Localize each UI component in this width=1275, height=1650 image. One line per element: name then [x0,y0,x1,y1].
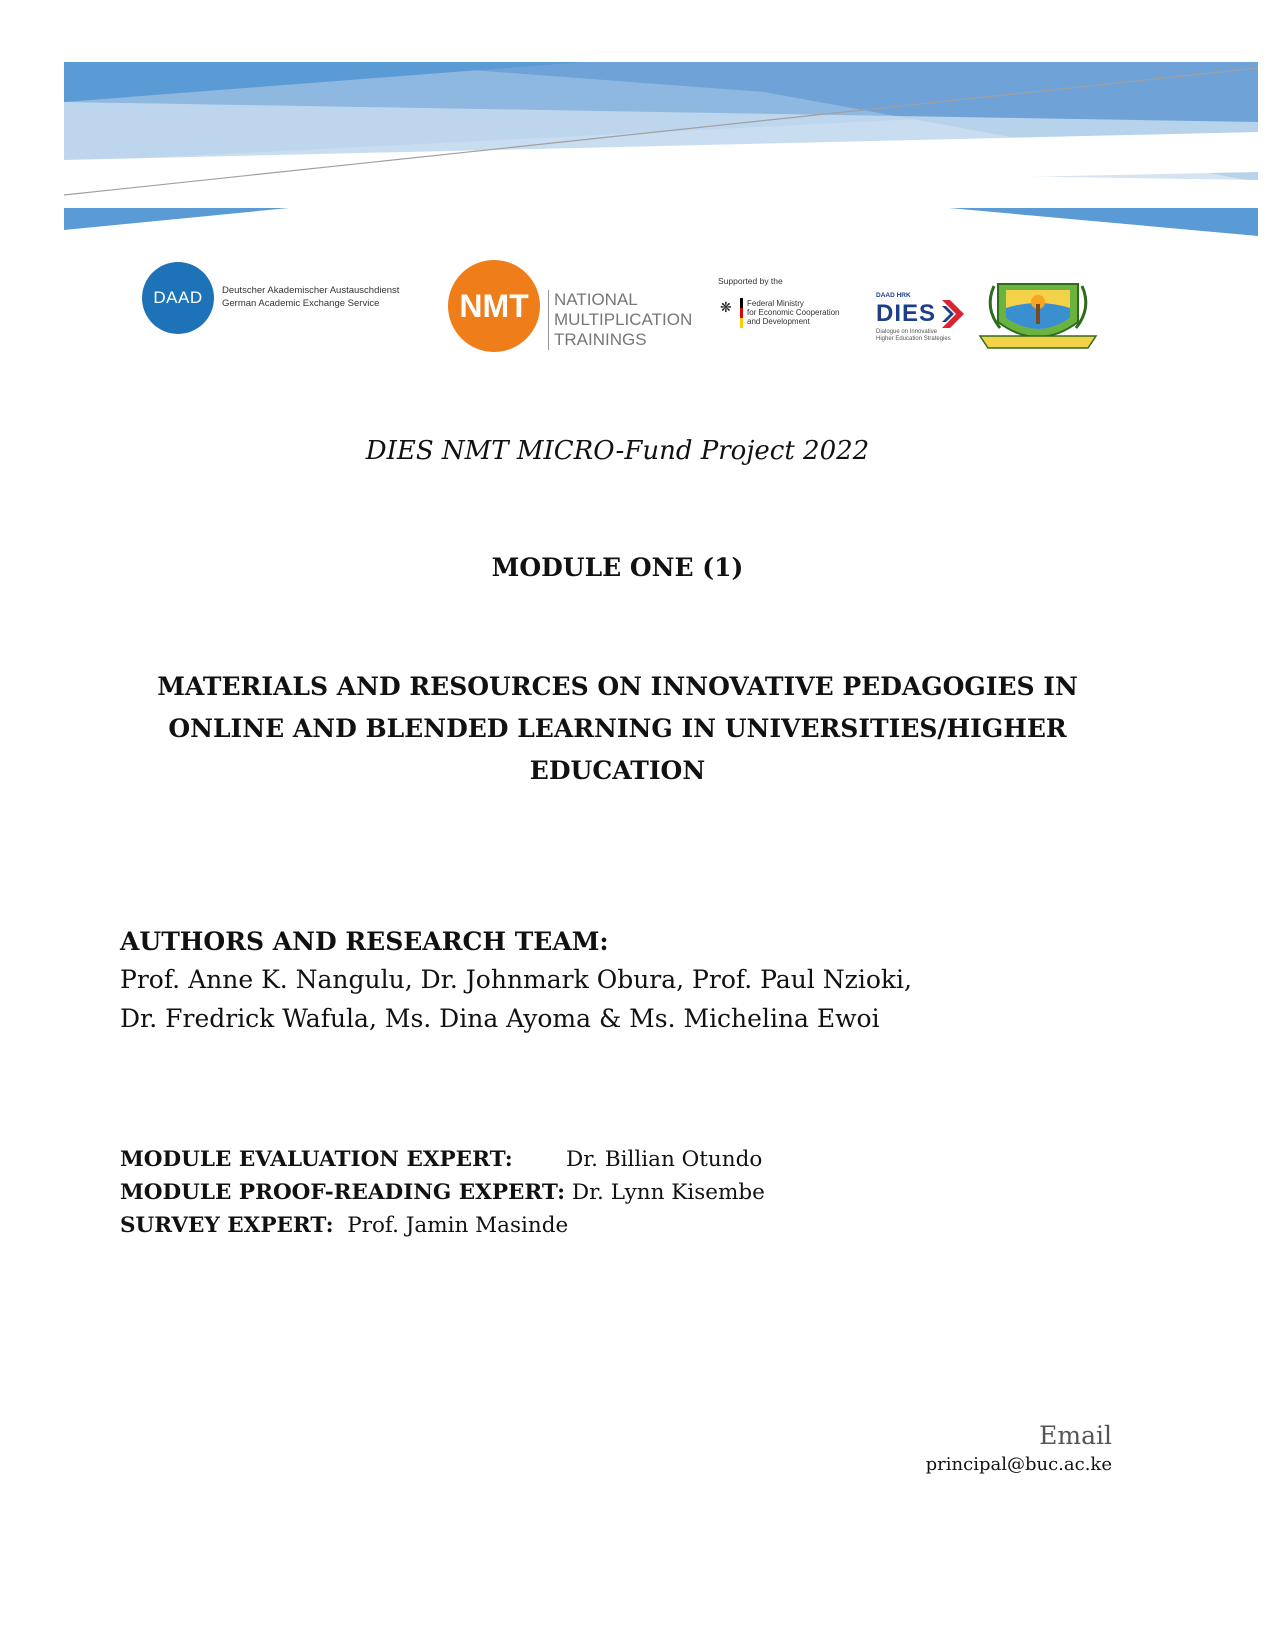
proofreading-expert-name: Dr. Lynn Kisembe [571,1180,765,1205]
proofreading-expert-label: MODULE PROOF-READING EXPERT: [120,1180,566,1205]
dies-wordmark: DIES [876,300,937,327]
bmz-logo [718,276,868,356]
survey-expert-label: SURVEY EXPERT: [120,1213,334,1238]
daad-line-1: Deutscher Akademischer Austauschdienst [222,285,400,296]
dies-top-text: DAAD HRK [876,292,911,299]
survey-expert-name: Prof. Jamin Masinde [347,1213,569,1238]
document-title-line-1: MATERIALS AND RESOURCES ON INNOVATIVE PEDAGOGIES IN [157,672,1078,701]
header-banner [64,62,1258,248]
dies-line-2: Higher Education Strategies [876,336,951,342]
module-title: MODULE ONE (1) [491,553,744,582]
university-crest-icon [976,278,1100,356]
survey-expert-row [120,1209,1020,1242]
email-label: Email [1039,1421,1112,1450]
bmz-line-3: and Development [747,317,810,326]
experts-section [120,1143,1020,1242]
dies-line-1: Dialogue on Innovative [876,329,938,335]
bmz-line-1: Federal Ministry [747,299,804,308]
nmt-mark: NMT [448,260,540,352]
daad-logo [142,262,432,334]
nmt-logo [448,260,693,356]
evaluation-expert-label: MODULE EVALUATION EXPERT: [120,1147,513,1172]
federal-eagle-icon: ❋ [720,300,732,316]
document-title [120,666,1115,792]
nmt-line-1: NATIONAL [554,290,638,309]
evaluation-expert-row [120,1143,1020,1176]
german-flag-icon [740,298,743,328]
nmt-line-3: TRAININGS [554,330,647,349]
email-address[interactable]: principal@buc.ac.ke [925,1454,1112,1475]
authors-heading: AUTHORS AND RESEARCH TEAM: [120,927,609,956]
document-title-line-2: ONLINE AND BLENDED LEARNING IN UNIVERSITIES/HIGHER [168,714,1067,743]
authors-section [120,924,1120,1038]
daad-mark: DAAD [142,262,214,334]
daad-line-2: German Academic Exchange Service [222,298,380,309]
bmz-supported-text: Supported by the [718,276,783,286]
proofreading-expert-row [120,1176,1020,1209]
document-title-line-3: EDUCATION [529,756,706,785]
bmz-text [747,299,840,326]
dies-arrow-icon [942,300,964,328]
dies-logo [876,292,976,352]
authors-line-2: Dr. Fredrick Wafula, Ms. Dina Ayoma & Ms. Michelina Ewoi [120,1004,880,1033]
bmz-line-2: for Economic Cooperation [747,308,840,317]
dies-subtext [876,329,951,343]
nmt-text [554,290,692,350]
evaluation-expert-name: Dr. Billian Otundo [566,1147,763,1172]
project-title: DIES NMT MICRO-Fund Project 2022 [365,436,870,466]
contact-block [926,1420,1112,1478]
nmt-line-2: MULTIPLICATION [554,310,693,329]
authors-line-1: Prof. Anne K. Nangulu, Dr. Johnmark Obura, Prof. Paul Nzioki, [120,965,912,994]
daad-text [222,284,399,310]
nmt-divider [548,290,549,350]
